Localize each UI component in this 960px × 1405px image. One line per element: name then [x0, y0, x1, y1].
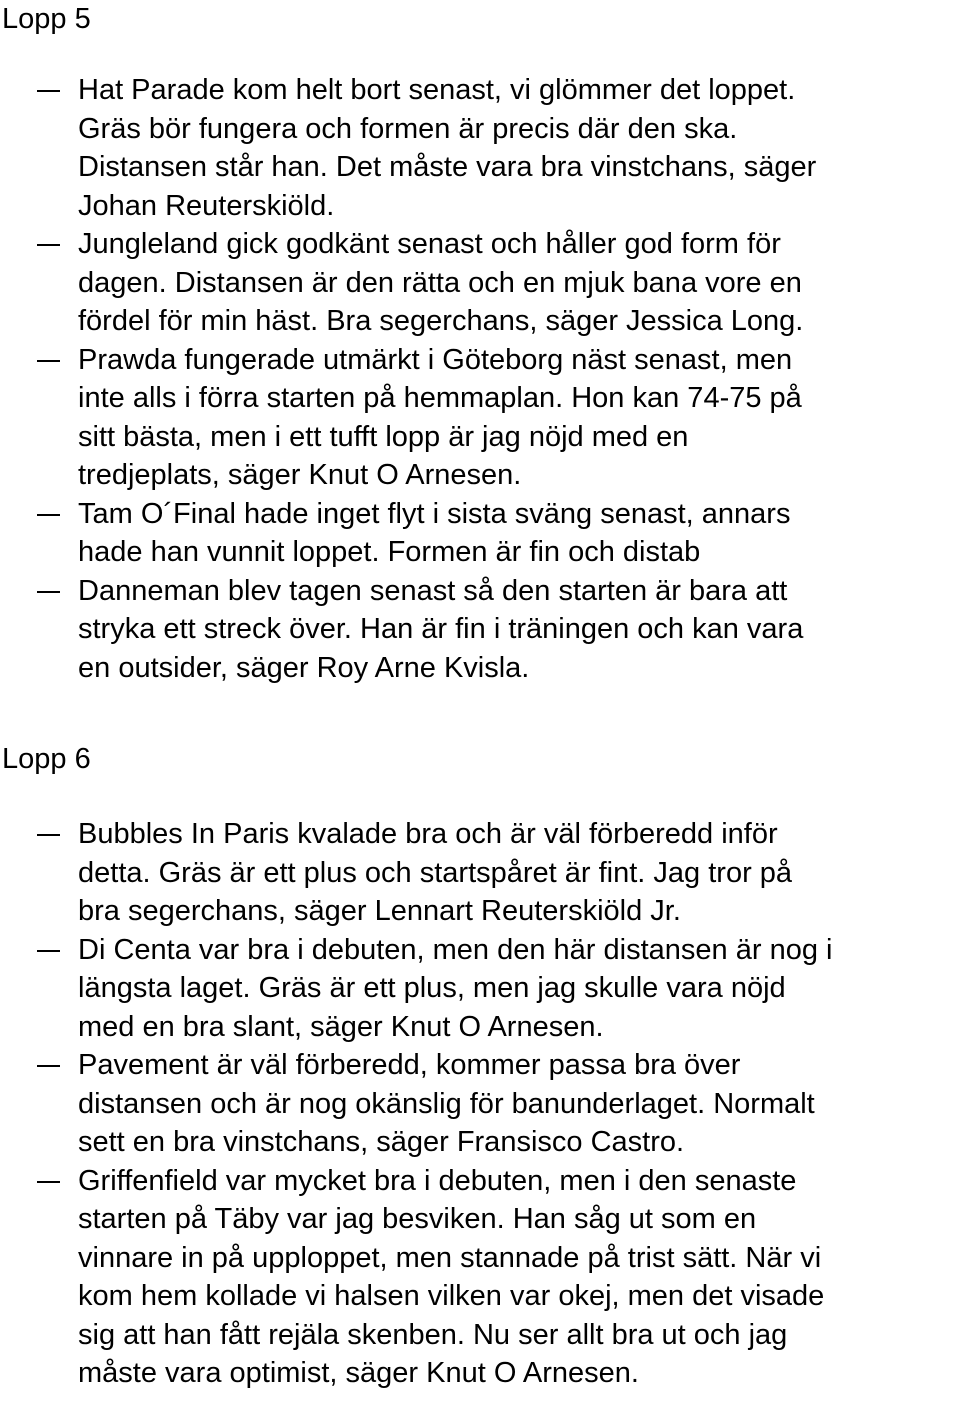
bullet-text-line: inte alls i förra starten på hemmaplan. Hon kan 74-75 på [78, 382, 802, 414]
bullet-text-line: Distansen står han. Det måste vara bra vinstchans, säger [78, 151, 817, 183]
bullet-text-line: tredjeplats, säger Knut O Arnesen. [78, 459, 522, 491]
bullet-text-line: vinnare in på upploppet, men stannade på trist sätt. När vi [78, 1241, 822, 1274]
bullet-text-line: en outsider, säger Roy Arne Kvisla. [78, 651, 530, 684]
bullet-text-line: stryka ett streck över. Han är fin i träningen och kan vara [78, 613, 804, 645]
bullet-text-line: dagen. Distansen är den rätta och en mjuk bana vore en [78, 266, 802, 299]
dash-bullet-icon [37, 90, 60, 92]
bullet-text-line: Pavement är väl förberedd, kommer passa bra över [78, 1049, 741, 1081]
bullet-text-line: Johan Reuterskiöld. [78, 189, 335, 222]
bullet-text-line: starten på Täby var jag besviken. Han såg ut som en [78, 1203, 757, 1235]
bullet-text-line: sig att han fått rejäla skenben. Nu ser allt bra ut och jag [78, 1318, 788, 1351]
bullet-text-line: Hat Parade kom helt bort senast, vi glömmer det loppet. [78, 74, 796, 106]
section-heading: Lopp 5 [2, 3, 91, 35]
dash-bullet-icon [37, 591, 60, 593]
dash-bullet-icon [37, 514, 60, 516]
bullet-text-line: fördel för min häst. Bra segerchans, säger Jessica Long. [78, 305, 804, 337]
bullet-text-line: sett en bra vinstchans, säger Fransisco Castro. [78, 1126, 685, 1158]
section-heading: Lopp 6 [2, 743, 91, 775]
dash-bullet-icon [37, 950, 60, 952]
dash-bullet-icon [37, 834, 60, 836]
bullet-text-line: Griffenfield var mycket bra i debuten, men i den senaste [78, 1164, 797, 1197]
bullet-text-line: Bubbles In Paris kvalade bra och är väl förberedd inför [78, 818, 778, 850]
bullet-text-line: Gräs bör fungera och formen är precis där den ska. [78, 112, 738, 145]
dash-bullet-icon [37, 1181, 60, 1183]
bullet-text-line: hade han vunnit loppet. Formen är fin och distab [78, 536, 701, 568]
bullet-text-line: distansen och är nog okänslig för banunderlaget. Normalt [78, 1087, 815, 1120]
bullet-text-line: sitt bästa, men i ett tufft lopp är jag nöjd med en [78, 420, 689, 453]
bullet-text-line: längsta laget. Gräs är ett plus, men jag skulle vara nöjd [78, 972, 786, 1004]
bullet-text-line: Danneman blev tagen senast så den starten är bara att [78, 574, 788, 607]
bullet-text-line: detta. Gräs är ett plus och startspåret är fint. Jag tror på [78, 856, 793, 889]
dash-bullet-icon [37, 1065, 60, 1067]
bullet-text-line: Tam O´Final hade inget flyt i sista sväng senast, annars [78, 497, 791, 530]
bullet-text-line: Prawda fungerade utmärkt i Göteborg näst senast, men [78, 343, 793, 376]
bullet-text-line: Jungleland gick godkänt senast och håller god form för [78, 228, 781, 260]
bullet-text-line: måste vara optimist, säger Knut O Arnesen. [78, 1357, 639, 1389]
bullet-text-line: kom hem kollade vi halsen vilken var okej, men det visade [78, 1280, 825, 1312]
bullet-text-line: med en bra slant, säger Knut O Arnesen. [78, 1010, 604, 1043]
bullet-text-line: bra segerchans, säger Lennart Reuterskiöld Jr. [78, 895, 681, 927]
dash-bullet-icon [37, 244, 60, 246]
bullet-text-line: Di Centa var bra i debuten, men den här distansen är nog i [78, 933, 833, 966]
dash-bullet-icon [37, 360, 60, 362]
